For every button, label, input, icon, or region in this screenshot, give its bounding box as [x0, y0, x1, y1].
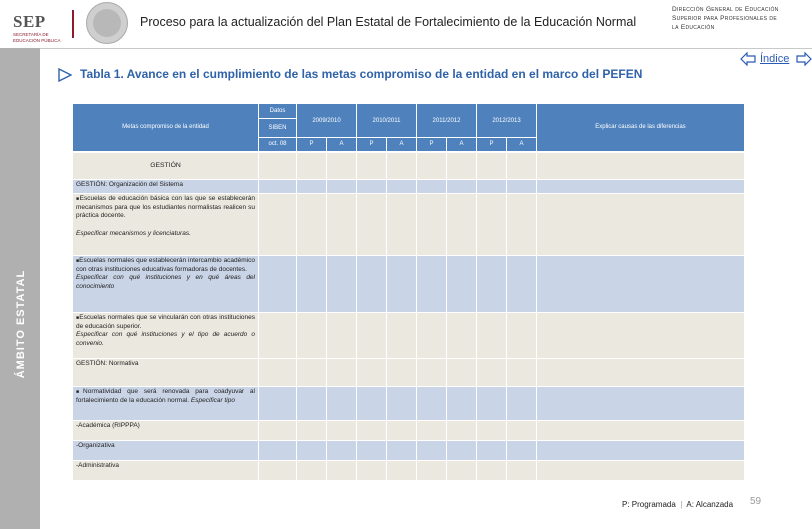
row-organizacion-label: GESTIÓN: Organización del Sistema [73, 180, 259, 194]
header-p: P [297, 138, 327, 152]
header-2011: 2011/2012 [417, 104, 477, 138]
table-row [73, 421, 745, 441]
arrow-left-icon[interactable] [740, 52, 756, 66]
table-row [73, 152, 745, 180]
row-normativa-label: GESTIÓN: Normativa [73, 359, 259, 387]
table-row [73, 359, 745, 387]
legend [622, 500, 733, 509]
header-p: P [477, 138, 507, 152]
row-4-text: ■Normatividad que será renovada para coadyuvar al fortalecimiento de la educación normal. Especificar tipo [76, 388, 255, 404]
header-explicar: Explicar causas de las diferencias [537, 104, 745, 152]
dgesu-line-2: Superior para Profesionales de [672, 15, 777, 22]
row-3-label [73, 313, 259, 359]
row-3-text: ■Escuelas normales que se vincularán con otras instituciones de educación superior. [76, 314, 255, 330]
row-4-label [73, 387, 259, 421]
header-metas: Metas compromiso de la entidad [73, 104, 259, 152]
page-number: 59 [750, 496, 762, 507]
row-1-note: Especificar mecanismos y licenciaturas. [76, 229, 191, 237]
legend-p-label: Programada [631, 500, 676, 509]
header-oct: oct. 08 [259, 138, 297, 152]
dgesu-line-3: la Educación [672, 24, 715, 31]
triangle-bullet-icon [58, 68, 72, 82]
header-a: A [327, 138, 357, 152]
sidebar [0, 48, 40, 529]
table-row [73, 387, 745, 421]
metas-table [72, 103, 745, 481]
header-a: A [507, 138, 537, 152]
table-row [73, 194, 745, 256]
row-organizativa-label: -Organizativa [73, 441, 259, 461]
header-a: A [447, 138, 477, 152]
logo-divider [72, 10, 74, 38]
index-link[interactable]: Índice [760, 53, 790, 65]
legend-p-key: P: [622, 500, 630, 509]
legend-a-label: Alcanzada [695, 500, 734, 509]
row-gestion-label: GESTIÓN [73, 152, 259, 180]
header-p: P [357, 138, 387, 152]
legend-separator: | [680, 500, 683, 509]
header-datos: Datos [259, 104, 297, 119]
table-row [73, 256, 745, 313]
table-row [73, 441, 745, 461]
table-title-text: Tabla 1. Avance en el cumplimiento de las metas compromiso de la entidad en el marco del PEFEN [80, 67, 643, 81]
header-p: P [417, 138, 447, 152]
header-siben: SIBEN [259, 119, 297, 138]
table-row [73, 180, 745, 194]
dgesu-label [672, 5, 807, 32]
dgesu-line-1: Dirección General de Educación [672, 6, 779, 13]
header-2009: 2009/2010 [297, 104, 357, 138]
national-seal-icon [86, 2, 128, 44]
sidebar-label: ÁMBITO ESTATAL [15, 269, 27, 379]
row-1-label [73, 194, 259, 256]
row-4-note: Especificar tipo [190, 396, 235, 404]
sep-logo-subtext: SECRETARÍA DE EDUCACIÓN PÚBLICA [13, 32, 61, 43]
row-1-text: ■Escuelas de educación básica con las que se establecerán mecanismos para que los estudiantes normalistas realicen su práctica docente. [76, 195, 255, 219]
header-2012: 2012/2013 [477, 104, 537, 138]
row-3-note: Especificar con qué instituciones y el tipo de acuerdo o convenio. [76, 331, 255, 347]
row-2-label [73, 256, 259, 313]
row-administrativa-label: -Administrativa [73, 461, 259, 481]
page-title: Proceso para la actualización del Plan Estatal de Fortalecimiento de la Educación Normal [140, 15, 637, 29]
table-row [73, 461, 745, 481]
table-row [73, 313, 745, 359]
row-academica-label: -Académica (RIPPPA) [73, 421, 259, 441]
header-2010: 2010/2011 [357, 104, 417, 138]
header-a: A [387, 138, 417, 152]
legend-a-key: A: [686, 500, 694, 509]
row-2-text: ■Escuelas normales que establecerán intercambio académico con otras instituciones educativas formadoras de docentes. [76, 257, 256, 273]
sep-logo-text: SEP [13, 12, 46, 31]
row-2-note: Especificar con qué instituciones y en qué áreas del conocimiento [76, 274, 255, 290]
header [0, 0, 812, 49]
sep-logo [4, 4, 70, 44]
arrow-right-icon[interactable] [796, 52, 812, 66]
